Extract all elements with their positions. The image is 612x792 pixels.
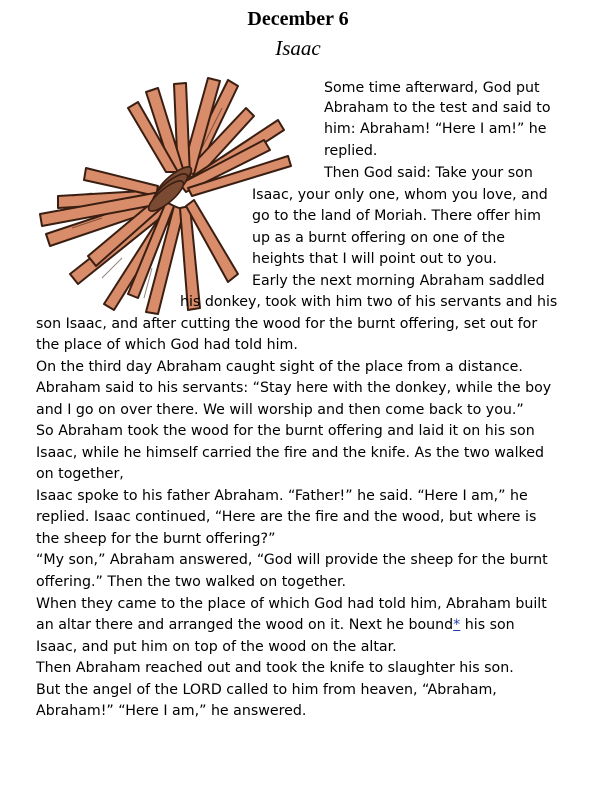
page-date-heading: December 6	[247, 8, 349, 30]
story-line: heights that I will point out to you.	[252, 251, 497, 267]
story-line: Isaac spoke to his father Abraham. “Father!” he said. “Here I am,” he	[36, 488, 528, 504]
story-line: offering.” Then the two walked on together.	[36, 574, 347, 590]
story-line: the place of which God had told him.	[36, 337, 298, 353]
story-line: On the third day Abraham caught sight of the place from a distance.	[36, 359, 523, 375]
story-line: Isaac, while he himself carried the fire and the knife. As the two walked	[36, 445, 544, 461]
story-line: But the angel of the LORD called to him from heaven, “Abraham,	[36, 682, 497, 698]
story-line: replied.	[324, 143, 378, 159]
story-line: him: Abraham! “Here I am!” he	[324, 121, 547, 137]
story-line: son Isaac, and after cutting the wood for the burnt offering, set out for	[36, 316, 538, 332]
story-line: and I go on over there. We will worship and then come back to you.”	[36, 402, 524, 418]
story-line: When they came to the place of which God had told him, Abraham built	[36, 596, 547, 612]
story-line: So Abraham took the wood for the burnt offering and laid it on his son	[36, 423, 535, 439]
story-line: Then God said: Take your son	[324, 165, 533, 181]
story-line: Abraham!” “Here I am,” he answered.	[36, 703, 307, 719]
footnote-link[interactable]: *	[453, 617, 461, 633]
story-line: the sheep for the burnt offering?”	[36, 531, 276, 547]
story-line: Isaac, and put him on top of the wood on the altar.	[36, 639, 397, 655]
story-line: Some time afterward, God put	[324, 80, 540, 96]
story-line: Early the next morning Abraham saddled	[252, 273, 545, 289]
story-line: “My son,” Abraham answered, “God will provide the sheep for the burnt	[36, 552, 548, 568]
story-line: Isaac, your only one, whom you love, and	[252, 187, 548, 203]
story-line: up as a burnt offering on one of the	[252, 230, 505, 246]
story-line: on together,	[36, 466, 124, 482]
story-line-text: an altar there and arranged the wood on it. Next he bound	[36, 617, 454, 633]
story-line: replied. Isaac continued, “Here are the fire and the wood, but where is	[36, 509, 537, 525]
story-line: Then Abraham reached out and took the knife to slaughter his son.	[36, 660, 514, 676]
story-line-text-tail: his son	[460, 617, 515, 633]
story-line: Abraham to the test and said to	[324, 100, 551, 116]
story-line-with-footnote	[36, 615, 515, 635]
story-line: Abraham said to his servants: “Stay here with the donkey, while the boy	[36, 380, 552, 396]
story-line: his donkey, took with him two of his servants and his	[180, 294, 558, 310]
story-line: go to the land of Moriah. There offer him	[252, 208, 541, 224]
page-title: Isaac	[275, 36, 321, 60]
